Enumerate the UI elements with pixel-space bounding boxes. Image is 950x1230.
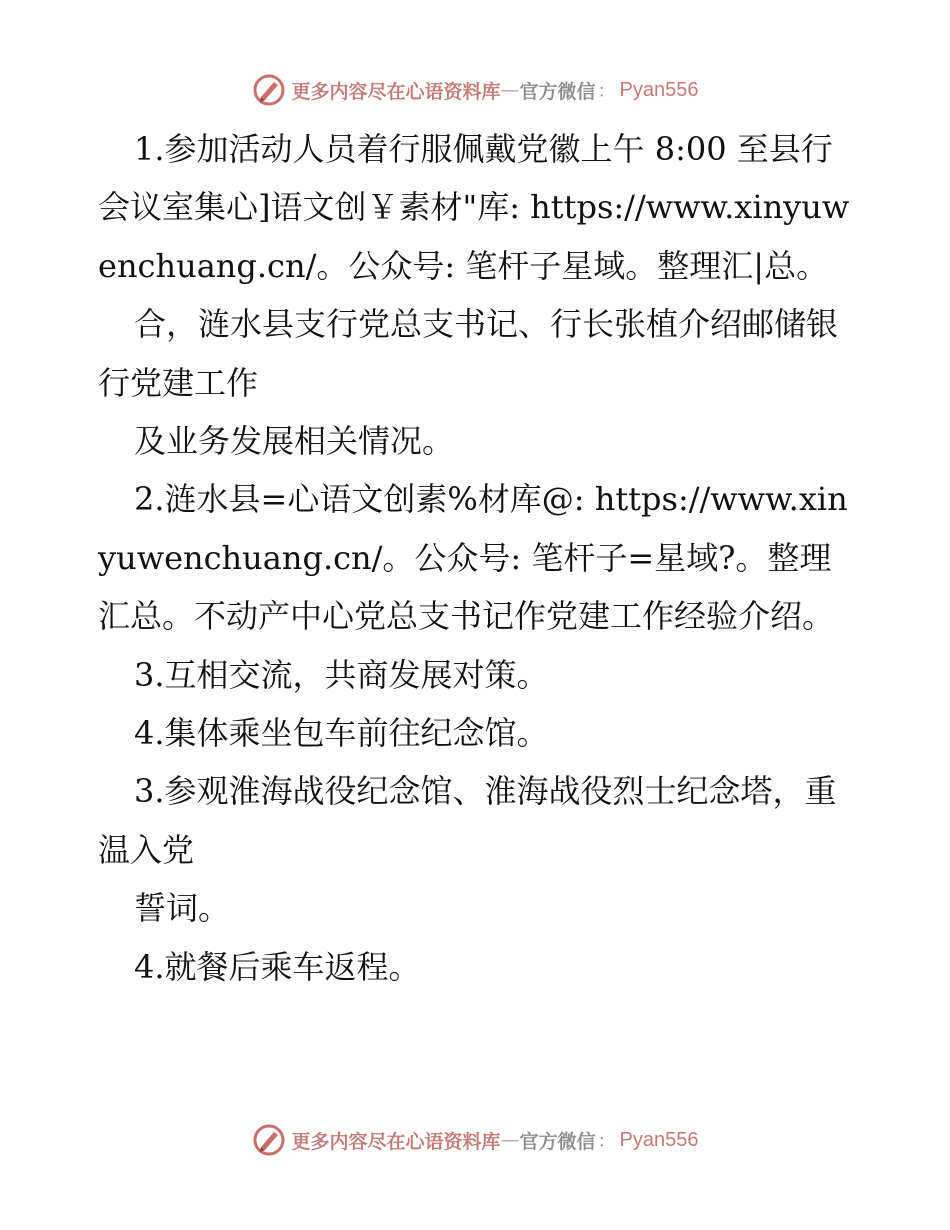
paragraph-3: 及业务发展相关情况。 — [134, 422, 455, 461]
banner-sub-text: 官方微信 — [519, 80, 596, 103]
banner-colon: ： — [597, 1131, 616, 1152]
paragraph-5: 3.互相交流，共商发展对策。 — [134, 655, 549, 694]
banner-main-text: 更多内容尽在心语资料库 — [291, 80, 501, 103]
pen-in-circle-icon — [252, 1123, 286, 1157]
banner-wechat-id: Pyan556 — [619, 1128, 699, 1151]
banner-separator: — — [500, 79, 520, 101]
banner-sub-text: 官方微信 — [519, 1130, 596, 1153]
banner-wechat-id: Pyan556 — [619, 78, 699, 101]
banner-main-text: 更多内容尽在心语资料库 — [291, 1130, 501, 1153]
paragraph-2: 合，涟水县支行党总支书记、行长张植介绍邮储银行党建工作 — [98, 305, 839, 402]
paragraph-6: 4.集体乘坐包车前往纪念馆。 — [134, 714, 549, 753]
pen-in-circle-icon — [252, 73, 286, 107]
banner-colon: ： — [597, 81, 616, 102]
footer-banner[interactable] — [0, 1120, 950, 1160]
paragraph-4: 2.涟水县=心语文创素%材库@: https://www.xinyuwenchuang.cn/。公众号: 笔杆子=星域?。整理汇总。不动产中心党总支书记作党建工作经验介绍。 — [98, 480, 848, 636]
paragraph-7: 3.参观淮海战役纪念馆、淮海战役烈士纪念塔，重温入党 — [98, 772, 837, 869]
header-banner[interactable] — [0, 70, 950, 110]
document-body — [98, 120, 858, 996]
banner-separator: — — [500, 1129, 520, 1151]
paragraph-1: 1.参加活动人员着行服佩戴党徽上午 8:00 至县行会议室集心]语文创￥素材"库: https://www.xinyuwenchuang.cn/。公众号: 笔杆子星域。整理汇|总。 — [98, 130, 850, 285]
paragraph-8: 誓词。 — [134, 889, 231, 928]
paragraph-9: 4.就餐后乘车返程。 — [134, 947, 421, 986]
